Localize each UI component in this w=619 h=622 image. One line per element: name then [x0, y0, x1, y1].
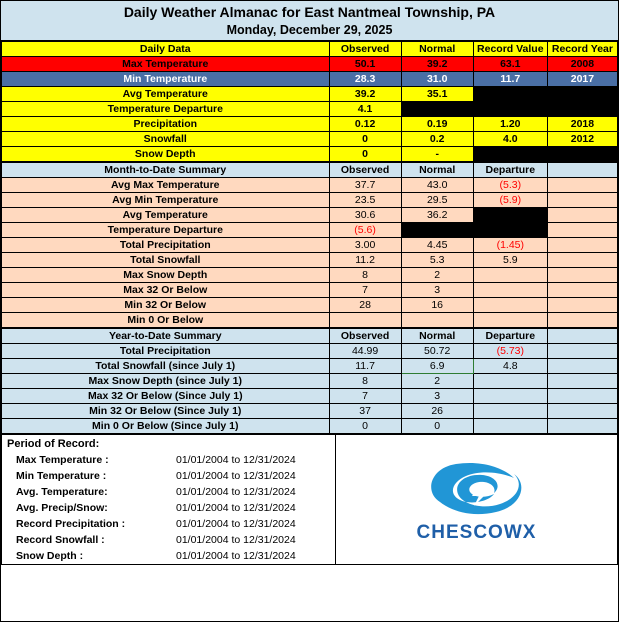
table-row	[2, 238, 618, 253]
month-to-date-table	[1, 162, 618, 328]
mtd-total-precipitation-departure: (1.45)	[473, 238, 547, 253]
period-of-record-title: Period of Record:	[7, 438, 100, 450]
table-row	[2, 344, 618, 359]
ytd-col-label: Year-to-Date Summary	[2, 329, 330, 344]
table-row	[2, 193, 618, 208]
ytd-total-precipitation-observed: 44.99	[329, 344, 401, 359]
ytd-total-snowfall-observed: 11.7	[329, 359, 401, 374]
row-label-avg-max-temperature: Avg Max Temperature	[2, 178, 330, 193]
table-row	[2, 102, 618, 117]
row-label-temperature-departure: Temperature Departure	[2, 102, 330, 117]
list-item	[2, 468, 335, 484]
list-item	[2, 484, 335, 500]
mtd-avg-max-temperature-observed: 37.7	[329, 178, 401, 193]
mtd-header-row	[2, 163, 618, 178]
mtd-max-32-or-below-departure	[473, 283, 547, 298]
mtd-max-32-or-below-normal: 3	[401, 283, 473, 298]
ytd-max-snow-depth-departure	[473, 374, 547, 389]
row-label-mtd-avg-temperature: Avg Temperature	[2, 208, 330, 223]
mtd-min-0-or-below-blank	[547, 313, 617, 328]
table-row	[2, 374, 618, 389]
table-row	[2, 389, 618, 404]
mtd-col-departure: Departure	[473, 163, 547, 178]
mtd-min-0-or-below-normal	[401, 313, 473, 328]
row-label-ytd-min-0-or-below: Min 0 Or Below (Since July 1)	[2, 419, 330, 434]
mtd-avg-max-temperature-normal: 43.0	[401, 178, 473, 193]
ytd-min-0-or-below-normal: 0	[401, 419, 473, 434]
table-row	[2, 268, 618, 283]
brand-logo	[336, 434, 618, 565]
precipitation-record-year: 2018	[547, 117, 617, 132]
por-label-record-snowfall: Record Snowfall :	[16, 534, 105, 546]
max-temperature-record-year: 2008	[547, 57, 617, 72]
ytd-total-precipitation-blank	[547, 344, 617, 359]
ytd-max-snow-depth-normal: 2	[401, 374, 473, 389]
mtd-col-observed: Observed	[329, 163, 401, 178]
list-item	[2, 548, 335, 564]
mtd-min-32-or-below-observed: 28	[329, 298, 401, 313]
mtd-temperature-departure-departure	[473, 223, 547, 238]
ytd-col-departure: Departure	[473, 329, 547, 344]
ytd-total-snowfall-blank	[547, 359, 617, 374]
table-row	[2, 57, 618, 72]
mtd-max-snow-depth-blank	[547, 268, 617, 283]
snowfall-record-value: 4.0	[473, 132, 547, 147]
row-label-avg-min-temperature: Avg Min Temperature	[2, 193, 330, 208]
row-label-max-temperature: Max Temperature	[2, 57, 330, 72]
row-label-total-precipitation: Total Precipitation	[2, 238, 330, 253]
mtd-avg-temperature-normal: 36.2	[401, 208, 473, 223]
mtd-col-blank	[547, 163, 617, 178]
precipitation-normal: 0.19	[401, 117, 473, 132]
avg-temperature-record-year	[547, 87, 617, 102]
daily-col-label: Daily Data	[2, 42, 330, 57]
row-label-ytd-max-snow-depth: Max Snow Depth (since July 1)	[2, 374, 330, 389]
ytd-col-blank	[547, 329, 617, 344]
row-label-min-0-or-below: Min 0 Or Below	[2, 313, 330, 328]
mtd-avg-temperature-blank	[547, 208, 617, 223]
por-value-avg-temperature: 01/01/2004 to 12/31/2024	[176, 486, 296, 498]
snow-depth-record-year	[547, 147, 617, 162]
por-value-max-temperature: 01/01/2004 to 12/31/2024	[176, 454, 296, 466]
row-label-ytd-min-32-or-below: Min 32 Or Below (Since July 1)	[2, 404, 330, 419]
mtd-max-32-or-below-observed: 7	[329, 283, 401, 298]
ytd-min-32-or-below-normal: 26	[401, 404, 473, 419]
table-row	[2, 208, 618, 223]
table-row	[2, 359, 618, 374]
row-label-avg-temperature: Avg Temperature	[2, 87, 330, 102]
ytd-col-observed: Observed	[329, 329, 401, 344]
table-row	[2, 178, 618, 193]
ytd-min-32-or-below-departure	[473, 404, 547, 419]
swirl-icon	[422, 456, 532, 518]
por-value-snow-depth: 01/01/2004 to 12/31/2024	[176, 550, 296, 562]
row-label-snowfall: Snowfall	[2, 132, 330, 147]
max-temperature-observed: 50.1	[329, 57, 401, 72]
snow-depth-observed: 0	[329, 147, 401, 162]
ytd-max-32-or-below-observed: 7	[329, 389, 401, 404]
por-label-avg-precip-snow: Avg. Precip/Snow:	[16, 502, 108, 514]
daily-col-normal: Normal	[401, 42, 473, 57]
row-label-max-32-or-below: Max 32 Or Below	[2, 283, 330, 298]
period-of-record-panel	[1, 434, 336, 565]
row-label-max-snow-depth: Max Snow Depth	[2, 268, 330, 283]
temperature-departure-normal	[401, 102, 473, 117]
snowfall-normal: 0.2	[401, 132, 473, 147]
temperature-departure-record-value	[473, 102, 547, 117]
page-title: Daily Weather Almanac for East Nantmeal Township, PA	[123, 4, 496, 20]
max-temperature-record-value: 63.1	[473, 57, 547, 72]
avg-temperature-record-value	[473, 87, 547, 102]
min-temperature-record-year: 2017	[547, 72, 617, 87]
table-row	[2, 72, 618, 87]
mtd-total-snowfall-normal: 5.3	[401, 253, 473, 268]
mtd-min-32-or-below-normal: 16	[401, 298, 473, 313]
mtd-avg-min-temperature-normal: 29.5	[401, 193, 473, 208]
mtd-col-label: Month-to-Date Summary	[2, 163, 330, 178]
ytd-max-snow-depth-blank	[547, 374, 617, 389]
page-date: Monday, December 29, 2025	[226, 23, 393, 37]
mtd-total-precipitation-normal: 4.45	[401, 238, 473, 253]
mtd-temperature-departure-normal	[401, 223, 473, 238]
por-value-min-temperature: 01/01/2004 to 12/31/2024	[176, 470, 296, 482]
mtd-min-32-or-below-departure	[473, 298, 547, 313]
table-row	[2, 147, 618, 162]
ytd-col-normal: Normal	[401, 329, 473, 344]
ytd-min-0-or-below-departure	[473, 419, 547, 434]
mtd-temperature-departure-blank	[547, 223, 617, 238]
max-temperature-normal: 39.2	[401, 57, 473, 72]
mtd-total-snowfall-blank	[547, 253, 617, 268]
por-value-record-precipitation: 01/01/2004 to 12/31/2024	[176, 518, 296, 530]
mtd-max-snow-depth-normal: 2	[401, 268, 473, 283]
mtd-min-0-or-below-departure	[473, 313, 547, 328]
ytd-min-32-or-below-observed: 37	[329, 404, 401, 419]
ytd-min-0-or-below-blank	[547, 419, 617, 434]
ytd-max-32-or-below-normal: 3	[401, 389, 473, 404]
daily-col-record-value: Record Value	[473, 42, 547, 57]
ytd-max-snow-depth-observed: 8	[329, 374, 401, 389]
ytd-header-row	[2, 329, 618, 344]
daily-header-row	[2, 42, 618, 57]
mtd-total-snowfall-observed: 11.2	[329, 253, 401, 268]
avg-temperature-observed: 39.2	[329, 87, 401, 102]
temperature-departure-record-year	[547, 102, 617, 117]
avg-temperature-normal: 35.1	[401, 87, 473, 102]
mtd-avg-min-temperature-blank	[547, 193, 617, 208]
swirl-shape	[431, 462, 521, 513]
page-header	[1, 1, 618, 41]
logo-text: CHESCOWX	[416, 521, 537, 543]
temperature-departure-observed: 4.1	[329, 102, 401, 117]
por-value-record-snowfall: 01/01/2004 to 12/31/2024	[176, 534, 296, 546]
row-label-min-32-or-below: Min 32 Or Below	[2, 298, 330, 313]
table-row	[2, 404, 618, 419]
row-label-total-snowfall: Total Snowfall	[2, 253, 330, 268]
precipitation-record-value: 1.20	[473, 117, 547, 132]
ytd-min-0-or-below-observed: 0	[329, 419, 401, 434]
mtd-min-0-or-below-observed	[329, 313, 401, 328]
mtd-temperature-departure-observed: (5.6)	[329, 223, 401, 238]
mtd-max-snow-depth-observed: 8	[329, 268, 401, 283]
list-item	[2, 452, 335, 468]
table-row	[2, 419, 618, 434]
row-label-precipitation: Precipitation	[2, 117, 330, 132]
bolt-shape	[472, 484, 488, 506]
row-label-mtd-temperature-departure: Temperature Departure	[2, 223, 330, 238]
table-row	[2, 283, 618, 298]
footer-section	[1, 434, 618, 565]
snow-depth-normal: -	[401, 147, 473, 162]
snow-depth-record-value	[473, 147, 547, 162]
ytd-total-snowfall-departure: 4.8	[473, 359, 547, 374]
ytd-total-precipitation-normal: 50.72	[401, 344, 473, 359]
mtd-total-precipitation-observed: 3.00	[329, 238, 401, 253]
snowfall-record-year: 2012	[547, 132, 617, 147]
table-row	[2, 298, 618, 313]
mtd-total-precipitation-blank	[547, 238, 617, 253]
table-row	[2, 253, 618, 268]
daily-data-table	[1, 41, 618, 162]
row-label-ytd-total-precipitation: Total Precipitation	[2, 344, 330, 359]
min-temperature-normal: 31.0	[401, 72, 473, 87]
daily-col-observed: Observed	[329, 42, 401, 57]
year-to-date-table	[1, 328, 618, 434]
mtd-avg-temperature-departure	[473, 208, 547, 223]
list-item	[2, 532, 335, 548]
mtd-col-normal: Normal	[401, 163, 473, 178]
table-row	[2, 132, 618, 147]
mtd-avg-temperature-observed: 30.6	[329, 208, 401, 223]
mtd-min-32-or-below-blank	[547, 298, 617, 313]
table-row	[2, 117, 618, 132]
ytd-total-snowfall-normal: 6.9	[401, 359, 473, 374]
por-label-max-temperature: Max Temperature :	[16, 454, 109, 466]
precipitation-observed: 0.12	[329, 117, 401, 132]
mtd-avg-min-temperature-observed: 23.5	[329, 193, 401, 208]
por-label-snow-depth: Snow Depth :	[16, 550, 84, 562]
table-row	[2, 87, 618, 102]
mtd-avg-min-temperature-departure: (5.9)	[473, 193, 547, 208]
por-label-avg-temperature: Avg. Temperature:	[16, 486, 108, 498]
list-item	[2, 516, 335, 532]
ytd-min-32-or-below-blank	[547, 404, 617, 419]
period-of-record-table	[2, 452, 335, 564]
ytd-total-precipitation-departure: (5.73)	[473, 344, 547, 359]
table-row	[2, 313, 618, 328]
mtd-max-32-or-below-blank	[547, 283, 617, 298]
table-row	[2, 223, 618, 238]
snowfall-observed: 0	[329, 132, 401, 147]
por-label-record-precipitation: Record Precipitation :	[16, 518, 126, 530]
row-label-min-temperature: Min Temperature	[2, 72, 330, 87]
min-temperature-record-value: 11.7	[473, 72, 547, 87]
mtd-max-snow-depth-departure	[473, 268, 547, 283]
por-value-avg-precip-snow: 01/01/2004 to 12/31/2024	[176, 502, 296, 514]
mtd-total-snowfall-departure: 5.9	[473, 253, 547, 268]
mtd-avg-max-temperature-departure: (5.3)	[473, 178, 547, 193]
row-label-ytd-max-32-or-below: Max 32 Or Below (Since July 1)	[2, 389, 330, 404]
row-label-snow-depth: Snow Depth	[2, 147, 330, 162]
row-label-ytd-total-snowfall: Total Snowfall (since July 1)	[2, 359, 330, 374]
ytd-max-32-or-below-blank	[547, 389, 617, 404]
daily-col-record-year: Record Year	[547, 42, 617, 57]
list-item	[2, 500, 335, 516]
mtd-avg-max-temperature-blank	[547, 178, 617, 193]
por-label-min-temperature: Min Temperature :	[16, 470, 107, 482]
min-temperature-observed: 28.3	[329, 72, 401, 87]
ytd-max-32-or-below-departure	[473, 389, 547, 404]
